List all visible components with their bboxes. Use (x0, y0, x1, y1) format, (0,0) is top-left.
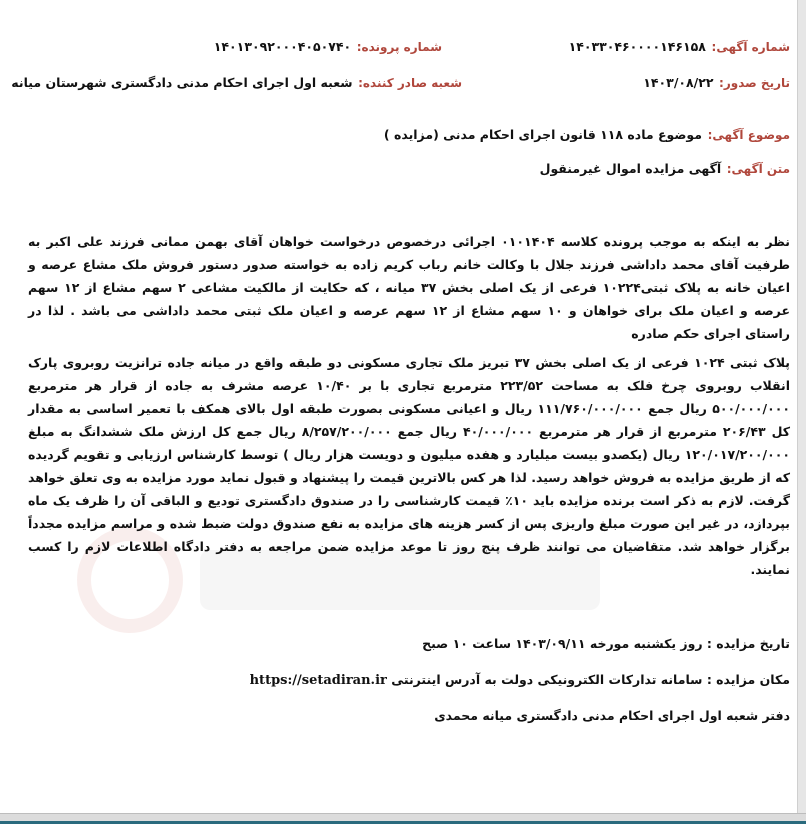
subject: موضوع ماده ۱۱۸ قانون اجرای احکام مدنی (مزایده ) (383, 127, 703, 142)
body-paragraph-2: پلاک ثبتی ۱۰۲۴ فرعی از یک اصلی بخش ۳۷ تبریز ملک تجاری مسکونی دو طبقه واقع در میانه جاده ترانزیت روبروی پارک انقلاب روبروی چرخ فلک به مساحت ۲۲۳/۵۲ مترمربع تجاری با بر ۱۰/۴۰ عرصه مشرف به جاده از قرار هر مترمربع ۵۰۰/۰۰۰/۰۰۰ ریال جمع ۱۱۱/۷۶۰/۰۰۰/۰۰۰ ریال و اعیانی مسکونی بصورت طبقه اول بالای همکف با تعمیر اساسی به مقدار کل ۲۰۶/۴۳ مترمربع از قرار هر مترمربع ۴۰/۰۰۰/۰۰۰ ریال جمع ۸/۲۵۷/۲۰۰/۰۰۰ ریال جمع کل ارزش ملک ششدانگ به مبلغ ۱۲۰/۰۱۷/۲۰۰/۰۰۰ ریال (یکصدو بیست میلیارد و هفده میلیون و دویست هزار ریال ) توسط کارشناس ارزیابی و تقویم گردیده که از طریق مزایده به فروش خواهد رسید. لذا هر کس بالاترین قیمت را پیشنهاد و قبول نماید مورد مزایده به وی تعلق خواهد گرفت. لازم به ذکر است برنده مزایده باید ۱۰٪ قیمت کارشناسی را در صندوق دادگستری تودیع و الباقی آن را ظرف یک ماه بپردازد، در غیر این صورت مبلغ واریزی پس از کسر هزینه های مزایده به نفع صندوق دولت ضبط شده و مراسم مزایده مجدداً برگزار خواهد شد. متقاضیان می توانند ظرف پنج روز تا موعد مزایده ضمن مراجعه به دفتر دادگاه اطلاعات لازم را کسب نمایند. (28, 355, 791, 577)
notice-body (28, 230, 790, 587)
issue-date: ۱۴۰۳/۰۸/۲۲ (643, 75, 714, 90)
auction-url-link[interactable]: https://setadiran.ir (249, 673, 387, 688)
issue-date-row (643, 72, 790, 91)
notice-number-label: شماره آگهی: (711, 40, 790, 54)
body-paragraph-1: نظر به اینکه به موجب پرونده کلاسه ۰۱۰۱۴۰۴ اجرائی درخصوص درخواست خواهان آقای بهمن ممانی فرزند علی اکبر به طرفیت آقای محمد داداشی فرزند جلال با وکالت خانم رباب کریم زاده به خواسته صدور دستور فروش ملک مشاع عرصه و اعیان خانه به پلاک ثبتی۱۰۲۲۴ فرعی از یک اصلی بخش ۳۷ میانه ، که حکایت از مالکیت مشاعی ۲ سهم مشاع از ۱۲ سهم عرصه و اعیان ملک برای خواهان و ۱۰ سهم مشاع از ۱۲ سهم عرصه و اعیان ملک ثبتی محمد داداشی می باشد . لذا در راستای اجرای حکم صادره (28, 234, 790, 341)
subject-row (384, 124, 790, 143)
text-title-row (540, 158, 790, 177)
bottom-scrollbar[interactable] (0, 813, 806, 824)
case-number-label: شماره پرونده: (356, 40, 442, 54)
case-number-row (214, 36, 442, 55)
issuing-branch: شعبه اول اجرای احکام مدنی دادگستری شهرستان میانه (11, 75, 353, 90)
auction-place-row (250, 672, 790, 688)
auction-place: مکان مزایده : سامانه تدارکات الکترونیکی دولت به آدرس اینترنتی (391, 672, 790, 687)
window-frame-edge (797, 0, 806, 824)
issuing-branch-row (11, 72, 462, 91)
case-number: ۱۴۰۱۳۰۹۲۰۰۰۴۰۵۰۷۴۰ (213, 39, 352, 54)
text-label: متن آگهی: (726, 162, 790, 176)
notice-number-row (569, 36, 790, 55)
issue-date-label: تاریخ صدور: (719, 76, 790, 90)
office-signature: دفتر شعبه اول اجرای احکام مدنی دادگستری میانه محمدی (434, 708, 790, 723)
auction-date: تاریخ مزایده : روز یکشنبه مورخه ۱۴۰۳/۰۹/۱۱ ساعت ۱۰ صبح (422, 636, 790, 651)
subject-label: موضوع آگهی: (707, 128, 790, 142)
text-title: آگهی مزایده اموال غیرمنقول (539, 161, 722, 176)
notice-number: ۱۴۰۳۳۰۴۶۰۰۰۰۱۴۶۱۵۸ (568, 39, 706, 54)
issuing-branch-label: شعبه صادر کننده: (358, 76, 462, 90)
